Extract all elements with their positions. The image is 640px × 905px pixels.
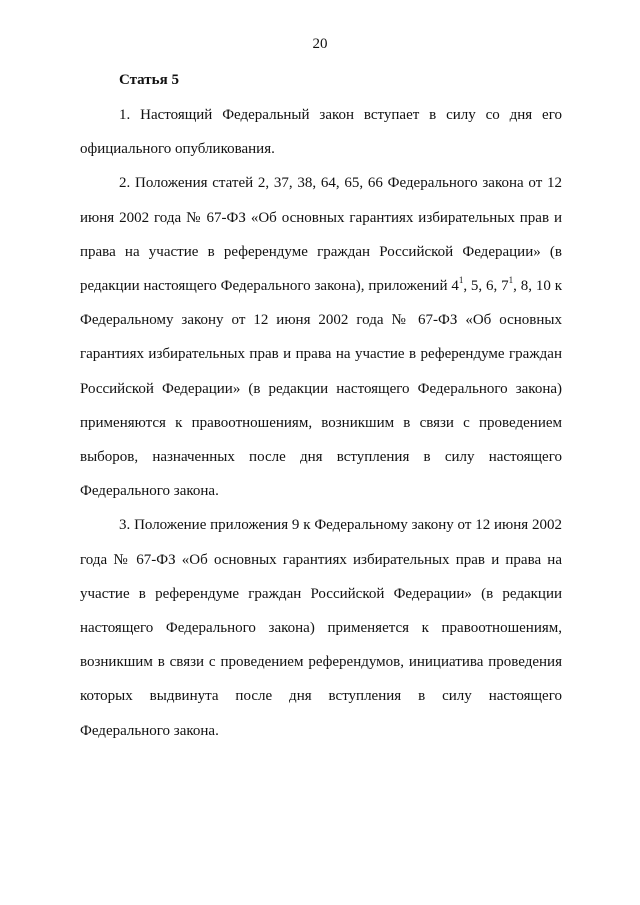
article-title: Статья 5 [119, 72, 179, 88]
paragraph-2 [80, 166, 562, 508]
paragraph-2-text-c: , 8, 10 к Федеральному закону от 12 июня 2002 года № 67-ФЗ «Об основных гарантиях избирательных прав и права на участие в референдуме граждан Российской Федерации» (в редакции настоящего Федерального закона) применяются к правоотношениям, возникшим в связи с проведением выборов, назначенных после дня вступления в силу настоящего Федерального закона. [80, 278, 562, 500]
paragraph-2-text-a: 2. Положения статей 2, 37, 38, 64, 65, 66 Федерального закона от 12 июня 2002 года № 67-ФЗ «Об основных гарантиях избирательных прав и права на участие в референдуме граждан Российской Федерации» (в редакции настоящего Федерального закона), приложений 4 [80, 175, 562, 295]
article-body [80, 98, 562, 748]
page-number: 20 [312, 36, 328, 52]
superscript-2: 1 [508, 275, 514, 286]
superscript-1: 1 [458, 275, 464, 286]
paragraph-3: 3. Положение приложения 9 к Федеральному закону от 12 июня 2002 года № 67-ФЗ «Об основных гарантиях избирательных прав и права на участие в референдуме граждан Российской Федерации» (в редакции настоящего Федерального закона) применяется к правоотношениям, возникшим в связи с проведением референдумов, инициатива проведения которых выдвинута после дня вступления в силу настоящего Федерального закона. [80, 517, 562, 739]
paragraph-1: 1. Настоящий Федеральный закон вступает в силу со дня его официального опубликования. [80, 107, 562, 158]
paragraph-2-text-b: , 5, 6, 7 [463, 278, 509, 295]
